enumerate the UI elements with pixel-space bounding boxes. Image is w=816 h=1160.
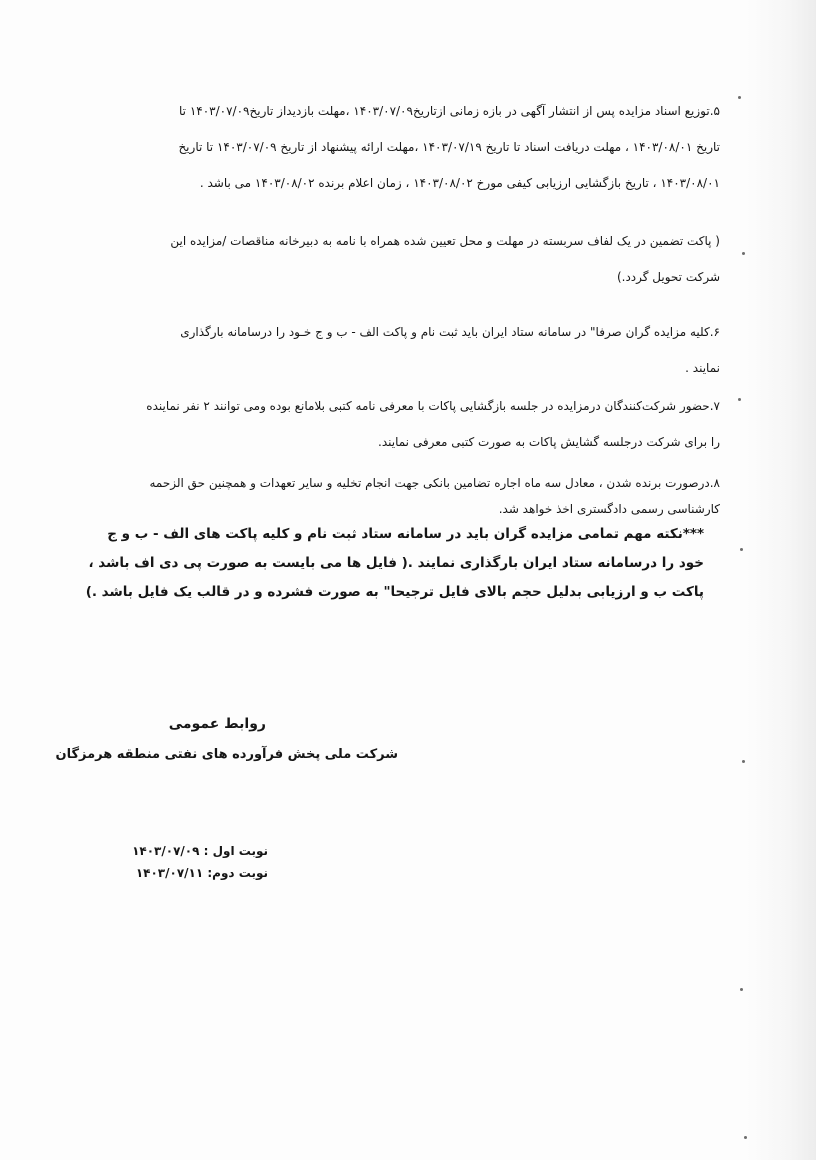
- publication-notice-first: نوبت اول : ۱۴۰۳/۰۷/۰۹: [132, 844, 268, 858]
- important-note-line: پاکت ب و ارزیابی بدلیل حجم بالای فایل ترجیحا" به صورت فشرده و در قالب یک فایل باشد .): [85, 584, 704, 600]
- scan-speck: [740, 548, 743, 551]
- signature-title: روابط عمومی: [168, 716, 266, 732]
- paragraph-line: نمایند .: [685, 361, 720, 375]
- publication-notice-second: نوبت دوم: ۱۴۰۳/۰۷/۱۱: [135, 866, 268, 880]
- item-8-paragraph: [68, 470, 720, 522]
- paragraph-line: ۷.حضور شرکت‌کنندگان درمزایده در جلسه بازگشایی پاکات با معرفی نامه کتبی بلامانع بوده ومی توانند ۲ نفر نماینده: [146, 399, 720, 413]
- paragraph-line: تاریخ ۱۴۰۳/۰۸/۰۱ ، مهلت دریافت اسناد تا تاریخ ۱۴۰۳/۰۷/۱۹ ،مهلت ارائه پیشنهاد از تاریخ ۱۴۰۳/۰۷/۰۹ تا تاریخ: [178, 140, 720, 154]
- important-note: [60, 520, 704, 607]
- paragraph-line: را برای شرکت درجلسه گشایش پاکات به صورت کتبی معرفی نمایند.: [378, 435, 720, 449]
- paragraph-line: ۱۴۰۳/۰۸/۰۱ ، تاریخ بازگشایی ارزیابی کیفی مورخ ۱۴۰۳/۰۸/۰۲ ، زمان اعلام برنده ۱۴۰۳/۰۸/۰۲ می باشد .: [199, 176, 720, 190]
- item-6-paragraph: [68, 314, 720, 386]
- scan-speck: [744, 1136, 747, 1139]
- guarantee-note-paragraph: [68, 223, 720, 295]
- important-note-line: خود را درسامانه ستاد ایران بارگذاری نمایند .( فایل ها می بایست به صورت پی دی اف باشد ،: [88, 555, 704, 571]
- paragraph-line: ( پاکت تضمین در یک لفاف سربسته در مهلت و محل تعیین شده همراه با نامه به دبیرخانه مناقصات /مزایده این: [170, 234, 720, 248]
- scan-speck: [738, 96, 741, 99]
- item-7-paragraph: [68, 388, 720, 460]
- paragraph-line: شرکت تحویل گردد.): [616, 270, 720, 284]
- paragraph-line: ۵.توزیع اسناد مزایده پس از انتشار آگهی در بازه زمانی ازتاریخ۱۴۰۳/۰۷/۰۹ ،مهلت بازدیداز تاریخ۱۴۰۳/۰۷/۰۹ تا: [179, 104, 720, 118]
- scan-speck: [742, 760, 745, 763]
- paragraph-line: ۸.درصورت برنده شدن ، معادل سه ماه اجاره تضامین بانکی جهت انجام تخلیه و سایر تعهدات و همچنین حق الزحمه: [149, 476, 720, 490]
- paragraph-line: ۶.کلیه مزایده گران صرفا" در سامانه ستاد ایران باید ثبت نام و پاکت الف - ب و ج خـود را درسامانه بارگذاری: [180, 325, 720, 339]
- scan-shadow-edge: [746, 0, 816, 1160]
- scan-speck: [742, 252, 745, 255]
- item-5-paragraph: [68, 93, 720, 201]
- important-note-line: ***نکته مهم تمامی مزایده گران باید در سامانه ستاد ثبت نام و کلیه پاکت های الف - ب و ج: [107, 526, 704, 542]
- scan-speck: [738, 398, 741, 401]
- signature-company: شرکت ملی پخش فرآورده های نفتی منطقه هرمزگان: [55, 747, 398, 762]
- paragraph-line: کارشناسی رسمی دادگستری اخذ خواهد شد.: [498, 502, 720, 516]
- scan-speck: [740, 988, 743, 991]
